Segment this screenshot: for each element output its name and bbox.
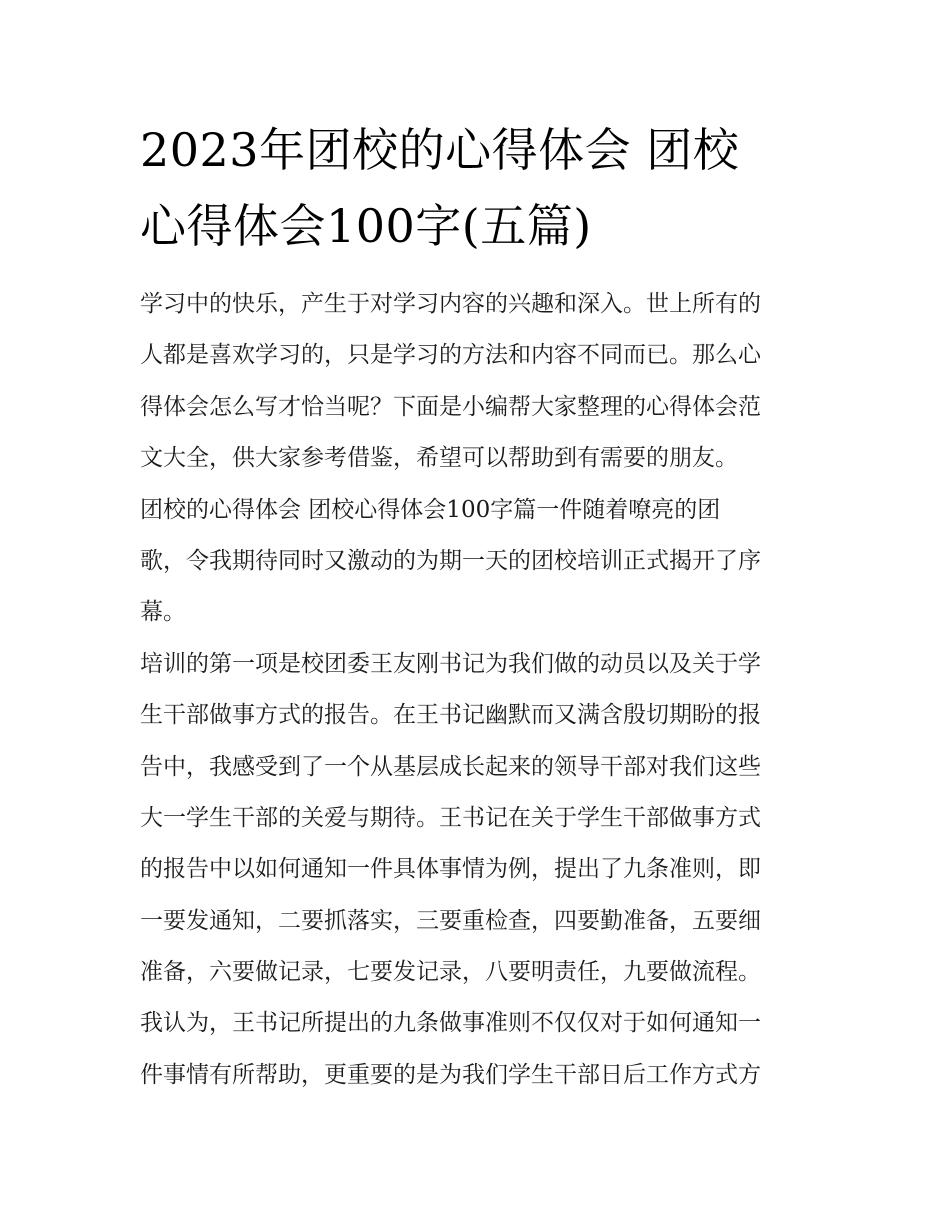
body-line: 的报告中以如何通知一件具体事情为例，提出了九条准则，即 [140, 856, 761, 883]
title-line: 心得体会100字(五篇) [140, 199, 592, 253]
body-line: 一要发通知，二要抓落实，三要重检查，四要勤准备，五要细 [140, 907, 761, 934]
body-line: 生干部做事方式的报告。在王书记幽默而又满含殷切期盼的报 [140, 702, 761, 729]
body-line: 准备，六要做记录，七要发记录，八要明责任，九要做流程。 [140, 959, 761, 986]
body-line: 大一学生干部的关爱与期待。王书记在关于学生干部做事方式 [140, 804, 761, 831]
body-line: 学习中的快乐，产生于对学习内容的兴趣和深入。世上所有的 [140, 291, 761, 317]
body-line: 团校的心得体会 团校心得体会100字篇一件随着嘹亮的团 [140, 496, 721, 523]
document-title [140, 112, 820, 264]
document-body [140, 279, 820, 1101]
body-line: 件事情有所帮助，更重要的是为我们学生干部日后工作方式方 [140, 1061, 761, 1088]
body-line: 我认为，王书记所提出的九条做事准则不仅仅对于如何通知一 [140, 1010, 761, 1037]
title-line: 2023年团校的心得体会 团校 [140, 123, 740, 177]
body-line: 幕。 [140, 599, 186, 626]
body-line: 人都是喜欢学习的，只是学习的方法和内容不同而已。那么心 [140, 342, 761, 369]
body-line: 培训的第一项是校团委王友刚书记为我们做的动员以及关于学 [140, 650, 761, 677]
body-line: 歌，令我期待同时又激动的为期一天的团校培训正式揭开了序 [140, 547, 761, 574]
body-line: 文大全，供大家参考借鉴，希望可以帮助到有需要的朋友。 [140, 445, 738, 472]
body-line: 告中，我感受到了一个从基层成长起来的领导干部对我们这些 [140, 753, 761, 780]
body-line: 得体会怎么写才恰当呢？下面是小编帮大家整理的心得体会范 [140, 393, 761, 420]
